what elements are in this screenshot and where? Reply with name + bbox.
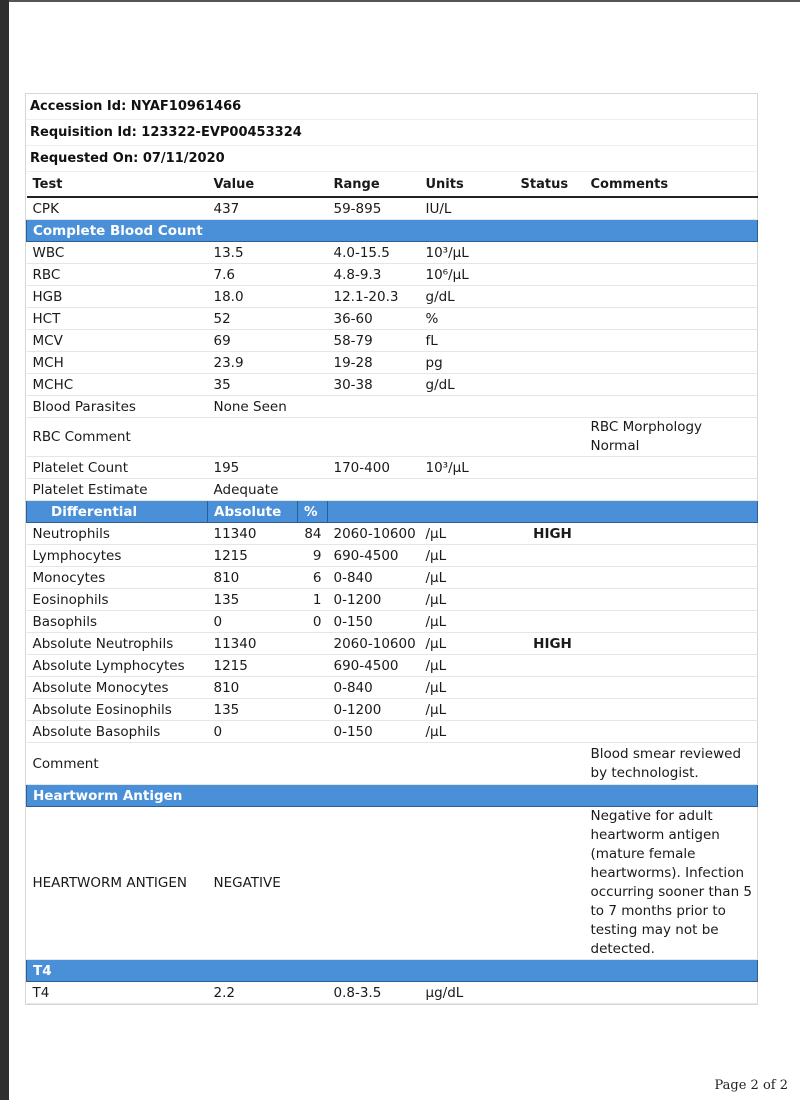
cell-test: MCV (27, 330, 208, 352)
table-row (27, 699, 758, 721)
cell-units: fL (420, 330, 515, 352)
col-header-value: Value (208, 172, 298, 197)
cell-comment (585, 699, 758, 721)
cell-pct (298, 308, 328, 330)
cell-comment (585, 286, 758, 308)
cell-units: /µL (420, 655, 515, 677)
cell-test: Absolute Eosinophils (27, 699, 208, 721)
cell-comment (585, 264, 758, 286)
table-row (27, 418, 758, 457)
cell-units: g/dL (420, 374, 515, 396)
cell-units: pg (420, 352, 515, 374)
section-header-cbc (27, 220, 758, 242)
cell-comment (585, 197, 758, 220)
cell-units: /µL (420, 611, 515, 633)
cell-value: 69 (208, 330, 298, 352)
cell-pct (298, 286, 328, 308)
cell-comment (585, 374, 758, 396)
cell-test: Absolute Lymphocytes (27, 655, 208, 677)
table-row (27, 352, 758, 374)
cell-pct: 0 (298, 611, 328, 633)
cell-units: 10³/µL (420, 457, 515, 479)
cell-test: T4 (27, 982, 208, 1004)
cell-status (515, 242, 585, 264)
cell-value: 13.5 (208, 242, 298, 264)
cell-pct (298, 374, 328, 396)
cell-range: 690-4500 (328, 545, 420, 567)
cell-range: 0-840 (328, 567, 420, 589)
cell-range: 4.0-15.5 (328, 242, 420, 264)
cell-pct (298, 655, 328, 677)
cell-comment (585, 545, 758, 567)
cell-status (515, 699, 585, 721)
cell-range: 2060-10600 (328, 633, 420, 655)
results-table (26, 172, 758, 1004)
cell-range: 0.8-3.5 (328, 982, 420, 1004)
cell-test: HCT (27, 308, 208, 330)
cell-comment (585, 611, 758, 633)
cell-value: None Seen (208, 396, 298, 418)
cell-status (515, 611, 585, 633)
cell-status (515, 197, 585, 220)
section-title: Heartworm Antigen (27, 785, 758, 807)
cell-value: 52 (208, 308, 298, 330)
cell-value: 11340 (208, 523, 298, 545)
cell-status (515, 264, 585, 286)
cell-units: g/dL (420, 286, 515, 308)
cell-status (515, 545, 585, 567)
cell-comment (585, 567, 758, 589)
cell-range: 59-895 (328, 197, 420, 220)
cell-test: Blood Parasites (27, 396, 208, 418)
scan-edge-top (0, 0, 800, 2)
table-row (27, 330, 758, 352)
lab-report (25, 93, 758, 1005)
table-row (27, 567, 758, 589)
cell-units: /µL (420, 699, 515, 721)
cell-units: /µL (420, 545, 515, 567)
cell-units: 10³/µL (420, 242, 515, 264)
cell-value: 7.6 (208, 264, 298, 286)
table-row (27, 545, 758, 567)
cell-pct (298, 479, 328, 501)
table-row (27, 807, 758, 960)
cell-range (328, 396, 420, 418)
table-row (27, 589, 758, 611)
cell-range (328, 418, 420, 457)
cell-status (515, 330, 585, 352)
column-header-row (27, 172, 758, 197)
cell-pct (298, 396, 328, 418)
cell-value: 810 (208, 567, 298, 589)
cell-pct (298, 418, 328, 457)
table-row (27, 633, 758, 655)
cell-status (515, 396, 585, 418)
col-header-pct (298, 172, 328, 197)
cell-value: 23.9 (208, 352, 298, 374)
cell-comment: Blood smear reviewed by technologist. (585, 743, 758, 785)
table-row (27, 396, 758, 418)
cell-value: 35 (208, 374, 298, 396)
cell-status (515, 418, 585, 457)
section-absolute-label: Absolute (208, 501, 298, 523)
cell-units: 10⁶/µL (420, 264, 515, 286)
requested-on: Requested On: 07/11/2020 (26, 146, 757, 172)
cell-pct (298, 633, 328, 655)
cell-test: Basophils (27, 611, 208, 633)
cell-range (328, 479, 420, 501)
cell-value: 135 (208, 699, 298, 721)
cell-range: 19-28 (328, 352, 420, 374)
table-row (27, 721, 758, 743)
cell-pct: 84 (298, 523, 328, 545)
cell-test: Comment (27, 743, 208, 785)
cell-value: 1215 (208, 545, 298, 567)
col-header-comments: Comments (585, 172, 758, 197)
cell-comment (585, 523, 758, 545)
cell-comment (585, 589, 758, 611)
cell-units: /µL (420, 589, 515, 611)
cell-value: 11340 (208, 633, 298, 655)
cell-value: 195 (208, 457, 298, 479)
table-row (27, 677, 758, 699)
cell-status (515, 589, 585, 611)
cell-test: Absolute Basophils (27, 721, 208, 743)
cell-pct: 9 (298, 545, 328, 567)
table-row (27, 611, 758, 633)
table-row (27, 374, 758, 396)
cell-units: /µL (420, 567, 515, 589)
section-title: Complete Blood Count (27, 220, 758, 242)
cell-test: Absolute Neutrophils (27, 633, 208, 655)
cell-status (515, 286, 585, 308)
cell-value: Adequate (208, 479, 298, 501)
cell-units: /µL (420, 633, 515, 655)
cell-test: RBC (27, 264, 208, 286)
cell-status (515, 374, 585, 396)
col-header-status: Status (515, 172, 585, 197)
cell-range: 170-400 (328, 457, 420, 479)
cell-units: % (420, 308, 515, 330)
cell-test: Monocytes (27, 567, 208, 589)
cell-status (515, 677, 585, 699)
table-row (27, 655, 758, 677)
cell-comment (585, 352, 758, 374)
col-header-units: Units (420, 172, 515, 197)
cell-status (515, 721, 585, 743)
table-row (27, 242, 758, 264)
requisition-id: Requisition Id: 123322-EVP00453324 (26, 120, 757, 146)
cell-test: Platelet Estimate (27, 479, 208, 501)
cell-test: WBC (27, 242, 208, 264)
table-row (27, 479, 758, 501)
section-pct-label: % (298, 501, 328, 523)
section-title: T4 (27, 960, 758, 982)
cell-test: HGB (27, 286, 208, 308)
cell-range: 30-38 (328, 374, 420, 396)
table-row (27, 523, 758, 545)
cell-value: 18.0 (208, 286, 298, 308)
cell-pct (298, 242, 328, 264)
cell-pct: 1 (298, 589, 328, 611)
cell-pct: 6 (298, 567, 328, 589)
cell-status (515, 457, 585, 479)
cell-pct (298, 677, 328, 699)
cell-comment (585, 479, 758, 501)
cell-pct (298, 352, 328, 374)
cell-comment: Negative for adult heartworm antigen (mature female heartworms). Infection occurring sooner than 5 to 7 months prior to testing may not be detected. (585, 807, 758, 960)
cell-range: 0-150 (328, 611, 420, 633)
page-number: Page 2 of 2 (714, 1078, 788, 1093)
section-title: Differential (27, 501, 208, 523)
cell-comment (585, 242, 758, 264)
cell-value: 135 (208, 589, 298, 611)
cell-range: 0-1200 (328, 589, 420, 611)
cell-units: /µL (420, 677, 515, 699)
cell-units (420, 418, 515, 457)
cell-comment (585, 633, 758, 655)
table-row (27, 743, 758, 785)
cell-comment (585, 457, 758, 479)
cell-test: Lymphocytes (27, 545, 208, 567)
cell-comment (585, 721, 758, 743)
cell-range: 2060-10600 (328, 523, 420, 545)
cell-pct (298, 330, 328, 352)
table-row (27, 286, 758, 308)
cell-value (208, 418, 298, 457)
cell-units: IU/L (420, 197, 515, 220)
section-header-t4 (27, 960, 758, 982)
cell-range: 690-4500 (328, 655, 420, 677)
cell-range: 4.8-9.3 (328, 264, 420, 286)
cell-comment: RBC Morphology Normal (585, 418, 758, 457)
cell-comment (585, 308, 758, 330)
cell-value: 0 (208, 721, 298, 743)
cell-test: Platelet Count (27, 457, 208, 479)
cell-value: 437 (208, 197, 298, 220)
section-header-heartworm (27, 785, 758, 807)
cell-status: HIGH (515, 633, 585, 655)
cell-test: MCH (27, 352, 208, 374)
cell-test: MCHC (27, 374, 208, 396)
table-row (27, 457, 758, 479)
cell-status (515, 655, 585, 677)
table-row (27, 308, 758, 330)
cell-range: 0-840 (328, 677, 420, 699)
results-body (27, 197, 758, 1004)
cell-pct (298, 699, 328, 721)
cell-pct (298, 264, 328, 286)
cell-units (420, 479, 515, 501)
cell-test: RBC Comment (27, 418, 208, 457)
cell-comment (585, 330, 758, 352)
cell-value: 2.2 (208, 982, 298, 1004)
cell-range: 0-1200 (328, 699, 420, 721)
cell-units: µg/dL (420, 982, 515, 1004)
cell-status (515, 352, 585, 374)
cell-pct (298, 721, 328, 743)
section-header-differential (27, 501, 758, 523)
cell-test: HEARTWORM ANTIGEN (27, 807, 208, 960)
cell-comment (585, 655, 758, 677)
cell-test: Absolute Monocytes (27, 677, 208, 699)
cell-value: 1215 (208, 655, 298, 677)
cell-comment (585, 677, 758, 699)
col-header-test: Test (27, 172, 208, 197)
cell-units (420, 396, 515, 418)
cell-test: Neutrophils (27, 523, 208, 545)
cell-range: 36-60 (328, 308, 420, 330)
cell-status (515, 567, 585, 589)
table-row (27, 264, 758, 286)
cell-pct (298, 197, 328, 220)
table-row (27, 197, 758, 220)
cell-units: /µL (420, 523, 515, 545)
cell-test: Eosinophils (27, 589, 208, 611)
col-header-range: Range (328, 172, 420, 197)
table-row (27, 982, 758, 1004)
cell-range: 12.1-20.3 (328, 286, 420, 308)
accession-id: Accession Id: NYAF10961466 (26, 94, 757, 120)
cell-value: NEGATIVE (208, 807, 298, 960)
cell-value: 0 (208, 611, 298, 633)
cell-range: 58-79 (328, 330, 420, 352)
scan-edge-left (0, 0, 9, 1100)
cell-status: HIGH (515, 523, 585, 545)
cell-comment (585, 396, 758, 418)
cell-status (515, 479, 585, 501)
cell-test: CPK (27, 197, 208, 220)
cell-units: /µL (420, 721, 515, 743)
cell-value: 810 (208, 677, 298, 699)
cell-range: 0-150 (328, 721, 420, 743)
cell-pct (298, 457, 328, 479)
cell-status (515, 308, 585, 330)
